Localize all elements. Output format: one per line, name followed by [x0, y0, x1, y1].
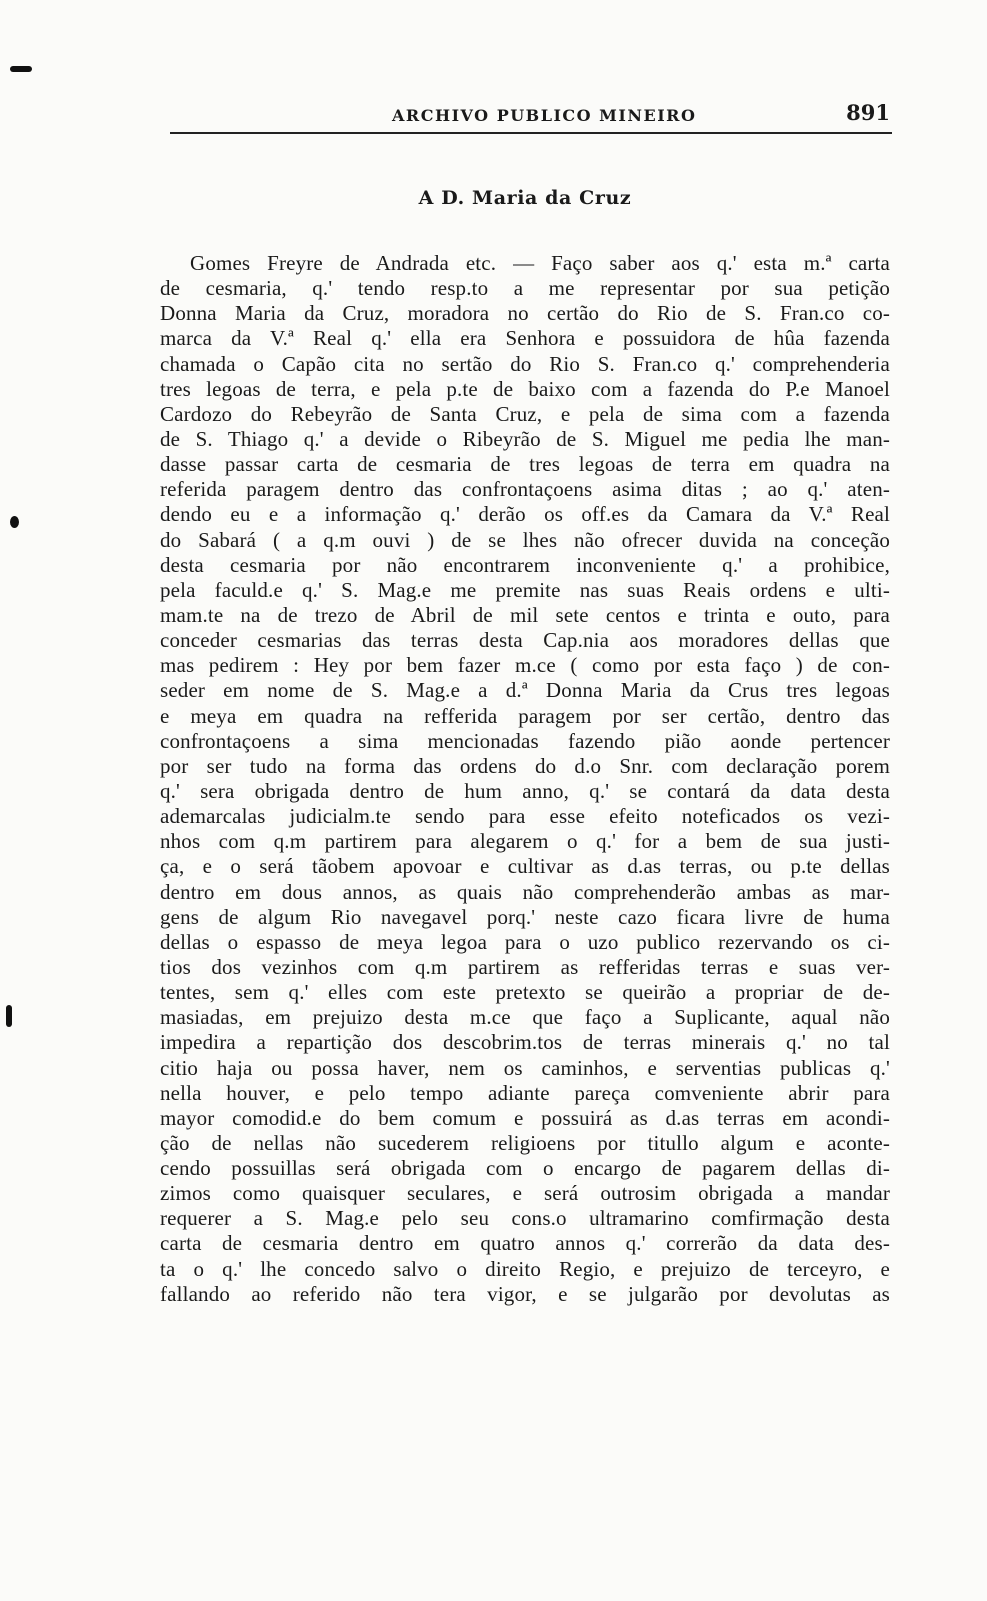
text-line: nhos com q.m partirem para alegarem o q.' for a bem de sua justi-: [160, 829, 890, 854]
text-line: fallando ao referido não tera vigor, e se julgarão por devolutas as: [160, 1281, 890, 1306]
text-line: impedira a repartição dos descobrim.tos de terras minerais q.' no tal: [160, 1030, 890, 1055]
text-line: gens de algum Rio navegavel porq.' neste cazo ficara livre de huma: [160, 904, 890, 929]
text-line: marca da V.ª Real q.' ella era Senhora e possuidora de hûa fazenda: [160, 326, 890, 351]
body-text: [160, 251, 890, 1307]
section-title: A D. Maria da Cruz: [418, 187, 632, 209]
text-line: seder em nome de S. Mag.e a d.ª Donna Maria da Crus tres legoas: [160, 678, 890, 703]
text-line: cendo possuillas será obrigada com o encargo de pagarem dellas di-: [160, 1156, 890, 1181]
text-line: mayor comodid.e do bem comum e possuirá as d.as terras em acondi-: [160, 1105, 890, 1130]
text-line: Gomes Freyre de Andrada etc. — Faço saber aos q.' esta m.ª carta: [190, 251, 890, 275]
text-line: por ser tudo na forma das ordens do d.o Snr. com declaração porem: [160, 753, 890, 778]
text-line: nella houver, e pelo tempo adiante pareça comveniente abrir para: [160, 1080, 890, 1105]
running-header-title: ARCHIVO PUBLICO MINEIRO: [392, 106, 697, 125]
text-line: zimos como quaisquer seculares, e será outrosim obrigada a mandar: [160, 1181, 890, 1206]
text-line: dendo eu e a informação q.' derão os off.es da Camara da V.ª Real: [160, 502, 890, 527]
text-line: q.' sera obrigada dentro de hum anno, q.' se contará da data desta: [160, 778, 890, 803]
text-line: e meya em quadra na refferida paragem por ser certão, dentro das: [160, 703, 890, 728]
text-line: referida paragem dentro das confrontaçoens asima ditas ; ao q.' aten-: [160, 477, 890, 502]
text-line: Donna Maria da Cruz, moradora no certão do Rio de S. Fran.co co-: [160, 301, 890, 326]
text-line: desta cesmaria por não encontrarem inconveniente q.' a prohibice,: [160, 552, 890, 577]
text-line: mam.te na de trezo de Abril de mil sete centos e trinta e outo, para: [160, 602, 890, 627]
margin-ink-mark-top: [10, 66, 32, 72]
text-line: ademarcalas judicialm.te sendo para esse efeito noteficados os vezi-: [160, 804, 890, 829]
text-line: dellas o espasso de meya legoa para o uzo publico rezervando os ci-: [160, 929, 890, 954]
text-line: do Sabará ( a q.m ouvi ) de se lhes não ofrecer duvida na conceção: [160, 527, 890, 552]
text-line: pela faculd.e q.' S. Mag.e me premite nas suas Reais ordens e ulti-: [160, 577, 890, 602]
text-line: carta de cesmaria dentro em quatro annos q.' correrão da data des-: [160, 1231, 890, 1256]
page-number: 891: [846, 100, 890, 125]
text-line: de cesmaria, q.' tendo resp.to a me representar por sua petição: [160, 276, 890, 301]
text-line: mas pedirem : Hey por bem fazer m.ce ( como por esta faço ) de con-: [160, 653, 890, 678]
text-line: dasse passar carta de cesmaria de tres legoas de terra em quadra na: [160, 452, 890, 477]
page-header: [160, 100, 890, 140]
text-line: de S. Thiago q.' a devide o Ribeyrão de S. Miguel me pedia lhe man-: [160, 426, 890, 451]
text-line: citio haja ou possa haver, nem os caminhos, e serventias publicas q.': [160, 1055, 890, 1080]
margin-ink-mark-left-lower: [6, 1005, 12, 1027]
text-line: ção de nellas não sucederem religioens por titullo algum e aconte-: [160, 1130, 890, 1155]
text-line: conceder cesmarias das terras desta Cap.nia aos moradores dellas que: [160, 628, 890, 653]
text-line: tres legoas de terra, e pela p.te de baixo com a fazenda do P.e Manoel: [160, 376, 890, 401]
text-line: ta o q.' lhe concedo salvo o direito Regio, e prejuizo de terceyro, e: [160, 1256, 890, 1281]
text-line: masiadas, em prejuizo desta m.ce que faço a Suplicante, aqual não: [160, 1005, 890, 1030]
margin-ink-mark-left: [10, 516, 19, 528]
text-line: confrontaçoens a sima mencionadas fazendo pião aonde pertencer: [160, 728, 890, 753]
text-line: ça, e o será tãobem apovoar e cultivar as d.as terras, ou p.te dellas: [160, 854, 890, 879]
text-line: Cardozo do Rebeyrão de Santa Cruz, e pela de sima com a fazenda: [160, 401, 890, 426]
text-line: tios dos vezinhos com q.m partirem as refferidas terras e suas ver-: [160, 954, 890, 979]
text-line: dentro em dous annos, as quais não comprehenderão ambas as mar-: [160, 879, 890, 904]
text-line: tentes, sem q.' elles com este pretexto se queirão a propriar de de-: [160, 980, 890, 1005]
header-rule: [170, 132, 892, 134]
text-line: requerer a S. Mag.e pelo seu cons.o ultramarino comfirmação desta: [160, 1206, 890, 1231]
text-line: chamada o Capão cita no sertão do Rio S. Fran.co q.' comprehenderia: [160, 351, 890, 376]
